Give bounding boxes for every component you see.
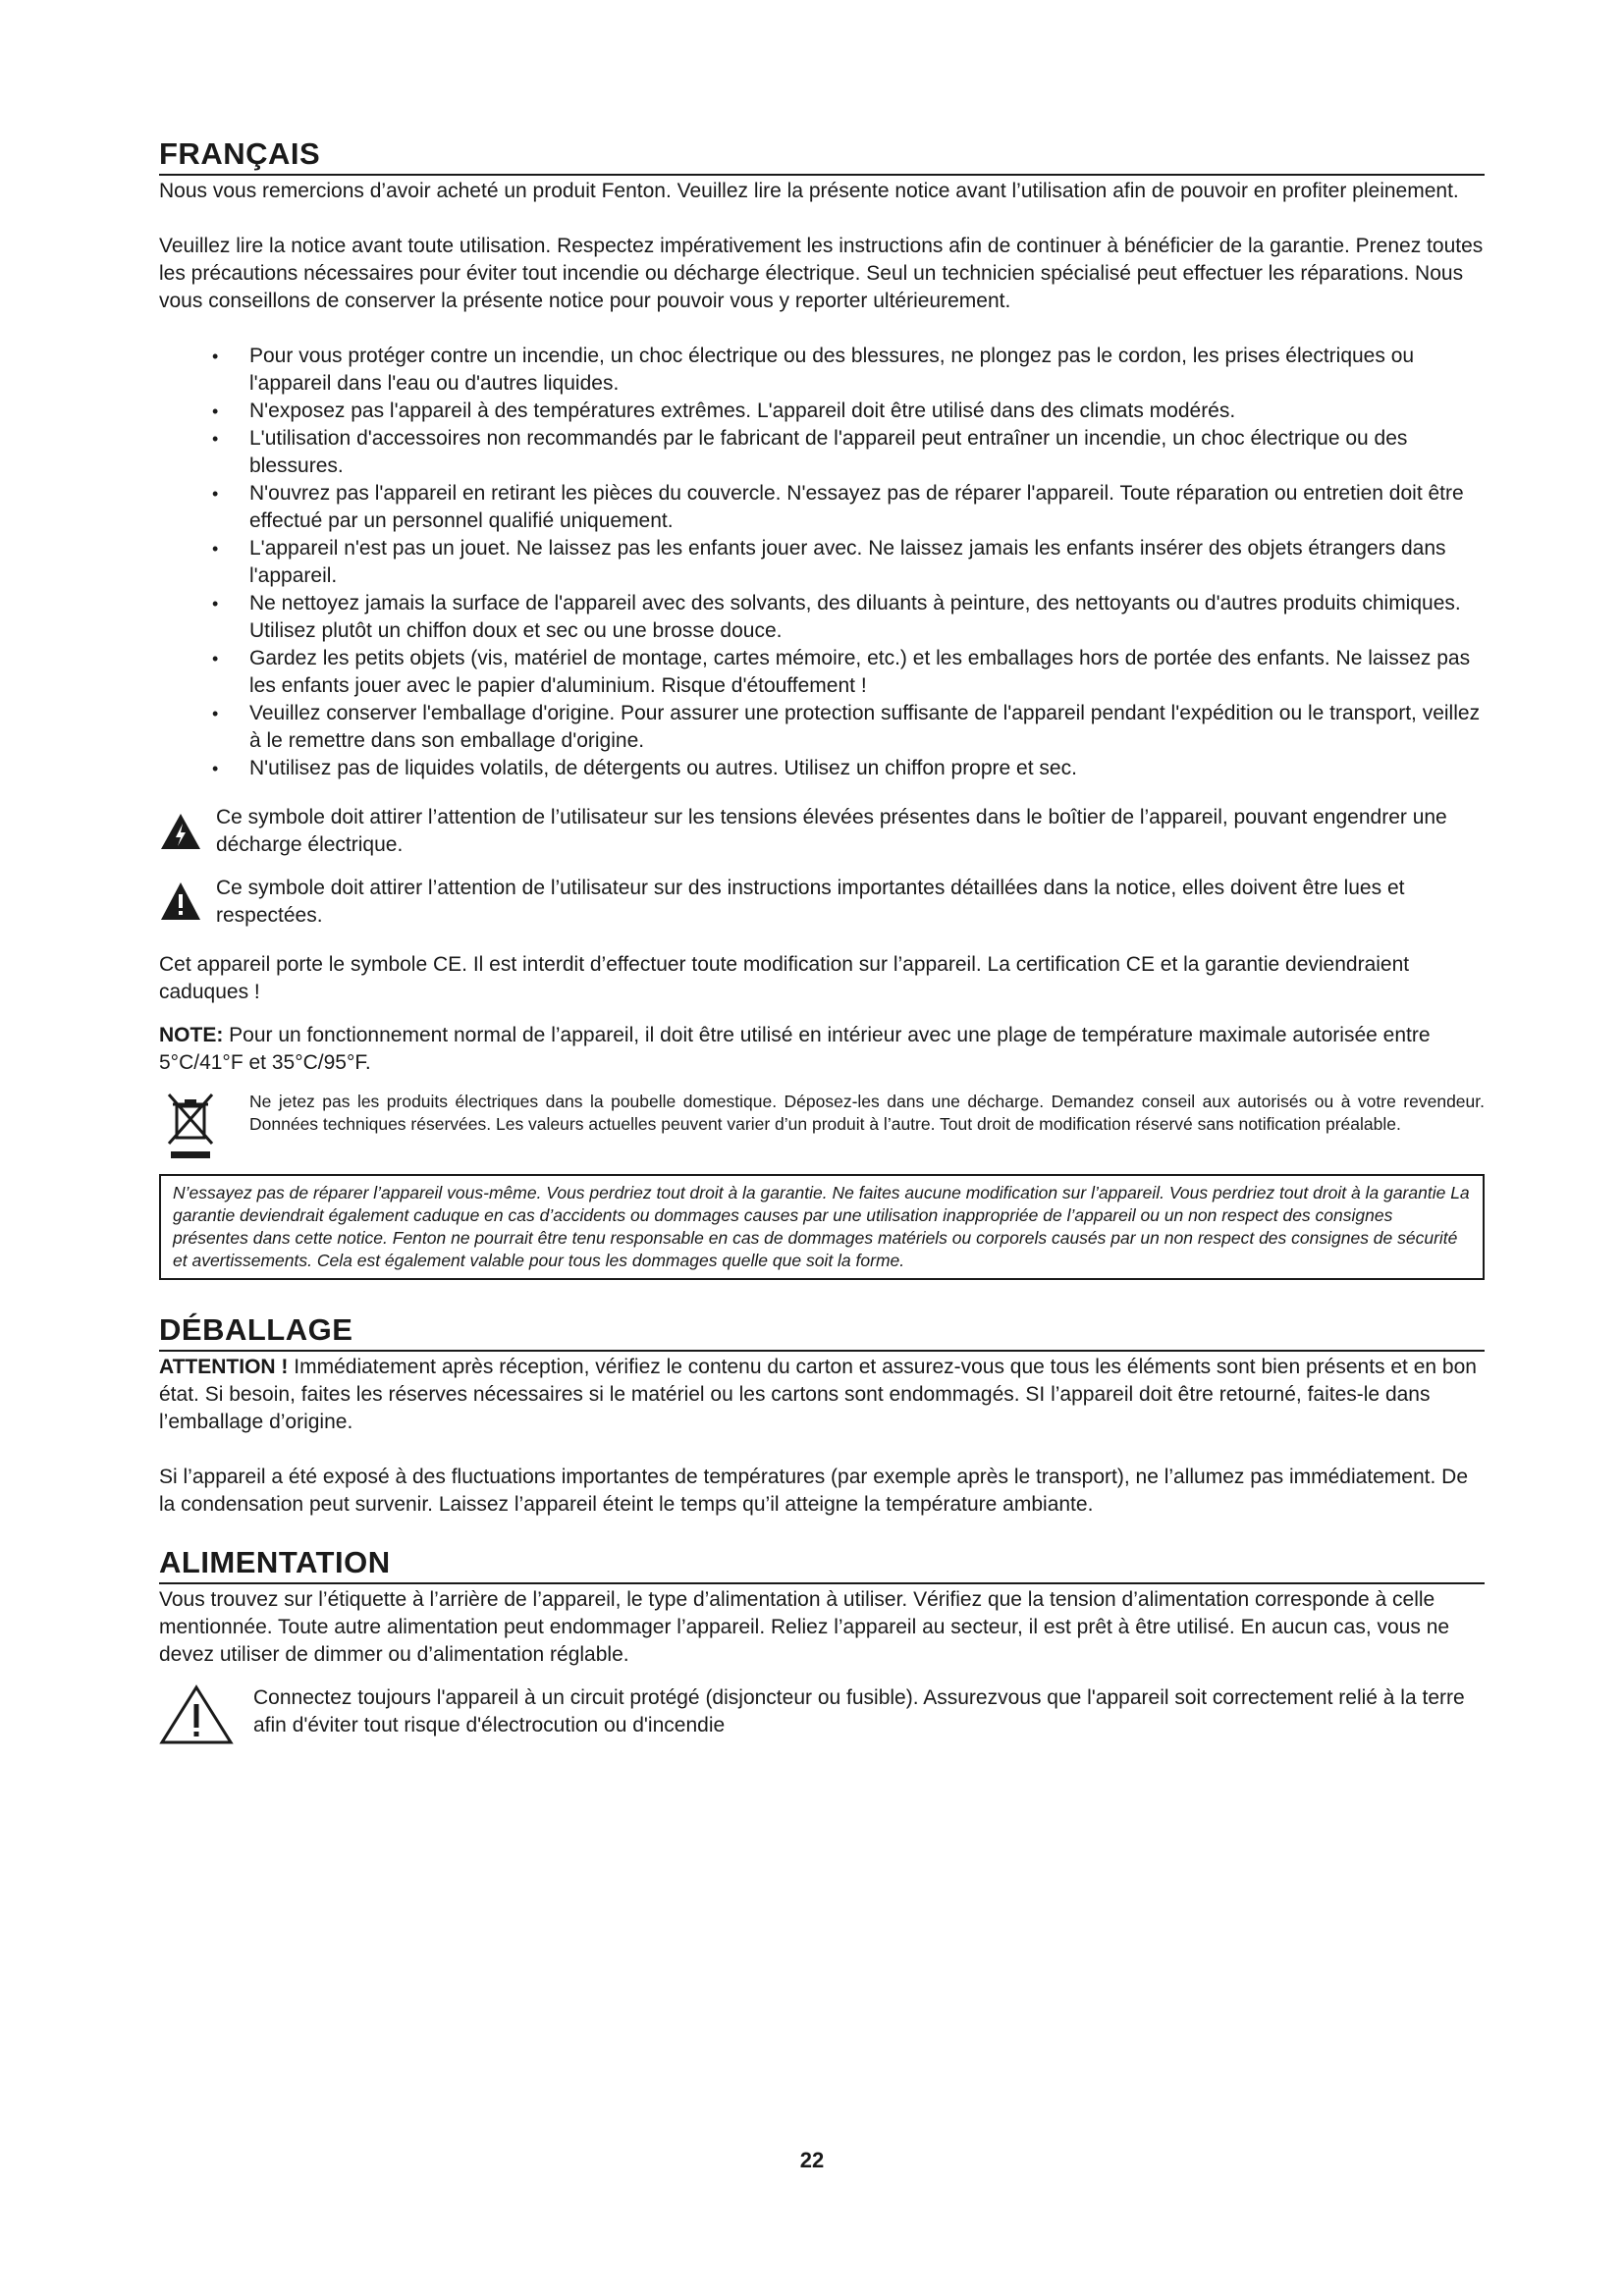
weee-bin-icon bbox=[159, 1091, 249, 1166]
power-paragraph: Vous trouvez sur l’étiquette à l’arrière de l’appareil, le type d’alimentation à utiliser. Vérifiez que la tension d’alimentation corresponde à celle mentionnée. Toute autre alimentation peut endommager l’appareil. Reliez l’appareil au secteur, il est prêt à être utilisé. En aucun cas, vous ne devez utiliser de dimmer ou d’alimentation réglable. bbox=[159, 1588, 1450, 1667]
section-deballage bbox=[159, 1313, 1485, 1519]
list-item: • Pour vous protéger contre un incendie, un choc électrique ou des blessures, ne plongez pas le cordon, les prises électriques ou l'appareil dans l'eau ou d'autres liquides. bbox=[212, 345, 1415, 396]
note-paragraph: NOTE: Pour un fonctionnement normal de l’appareil, il doit être utilisé en intérieur avec une plage de température maximale autorisée entre 5°C/41°F et 35°C/95°F. bbox=[159, 1024, 1431, 1075]
list-item: • L'appareil n'est pas un jouet. Ne laissez pas les enfants jouer avec. Ne laissez jamais les enfants insérer des objets étrangers dans l'appareil. bbox=[212, 537, 1446, 588]
ce-paragraph: Cet appareil porte le symbole CE. Il est interdit d’effectuer toute modification sur l’appareil. La certification CE et la garantie deviendraient caduques ! bbox=[159, 953, 1410, 1004]
condensation-paragraph: Si l’appareil a été exposé à des fluctuations importantes de températures (par exemple après le transport), ne l’allumez pas immédiatement. De la condensation peut survenir. Laissez l’appareil éteint le temps qu’il atteigne la température ambiante. bbox=[159, 1466, 1469, 1517]
divider bbox=[159, 174, 1485, 176]
instructions-warning: Ce symbole doit attirer l’attention de l’utilisateur sur des instructions importantes détaillées dans la notice, elles doivent être lues et respectées. bbox=[159, 875, 1485, 930]
disclaimer-box: N’essayez pas de réparer l’appareil vous-même. Vous perdriez tout droit à la garantie. Ne faites aucune modification sur l’appareil. Vous perdriez tout droit à la garantie La garantie deviendrait également caduque en cas d’accidents ou dommages causes par une utilisation inappropriée de l’appareil ou un non respect des consignes présentes dans cette notice. Fenton ne pourrait être tenu responsable en cas de dommages matériels ou corporels causés par un non respect des consignes de sécurité et avertissements. Cela est également valable pour tous les dommages quelle que soit la forme. bbox=[159, 1174, 1485, 1280]
list-item: • N'exposez pas l'appareil à des températures extrêmes. L'appareil doit être utilisé dans des climats modérés. bbox=[212, 400, 1236, 423]
exclamation-icon bbox=[159, 875, 216, 927]
intro-paragraph: Nous vous remercions d’avoir acheté un produit Fenton. Veuillez lire la présente notice avant l’utilisation afin de pouvoir en profiter pleinement. bbox=[159, 180, 1459, 203]
list-item: • Ne nettoyez jamais la surface de l'appareil avec des solvants, des diluants à peinture, des nettoyants ou d'autres produits chimiques. Utilisez plutôt un chiffon doux et sec ou une brosse douce. bbox=[212, 592, 1461, 643]
section-title-deballage: DÉBALLAGE bbox=[159, 1312, 353, 1348]
section-alimentation bbox=[159, 1546, 1485, 1750]
attention-paragraph: ATTENTION ! Immédiatement après réception, vérifiez le contenu du carton et assurez-vous que tous les éléments sont bien présents et en bon état. Si besoin, faites les réserves nécessaires si le matériel ou les cartons sont endommagés. SI l’appareil doit être retourné, faites-le dans l’emballage d’origine. bbox=[159, 1356, 1477, 1434]
list-item: • Gardez les petits objets (vis, matériel de montage, cartes mémoire, etc.) et les emballages hors de portée des enfants. Ne laissez pas les enfants jouer avec le papier d'aluminium. Risque d'étouffement ! bbox=[212, 647, 1471, 698]
divider bbox=[159, 1582, 1485, 1584]
instructions-paragraph: Veuillez lire la notice avant toute utilisation. Respectez impérativement les instructions afin de continuer à bénéficier de la garantie. Prenez toutes les précautions nécessaires pour éviter tout incendie ou décharge électrique. Seul un technicien spécialisé peut effectuer les réparations. Nous vous conseillons de conserver la présente notice pour pouvoir vous y reporter ultérieurement. bbox=[159, 235, 1484, 313]
page-content bbox=[159, 137, 1485, 1750]
caution-icon bbox=[159, 1684, 253, 1750]
section-title-alimentation: ALIMENTATION bbox=[159, 1545, 391, 1580]
list-item: • N'utilisez pas de liquides volatils, de détergents ou autres. Utilisez un chiffon propre et sec. bbox=[212, 757, 1077, 780]
voltage-warning: Ce symbole doit attirer l’attention de l’utilisateur sur les tensions élevées présentes dans le boîtier de l’appareil, pouvant engendrer une décharge électrique. bbox=[159, 804, 1485, 859]
page-number: 22 bbox=[799, 2148, 825, 2172]
high-voltage-icon bbox=[159, 804, 216, 856]
weee-notice: Ne jetez pas les produits électriques dans la poubelle domestique. Déposez-les dans une décharge. Demandez conseil aux autorisés ou à votre revendeur. Données techniques réservées. Les valeurs actuelles peuvent varier d’un produit à l’autre. Tout droit de modification réservé sans notification préalable. bbox=[159, 1091, 1485, 1166]
section-title-francais: FRANÇAIS bbox=[159, 136, 321, 171]
divider bbox=[159, 1350, 1485, 1352]
power-warning: Connectez toujours l'appareil à un circuit protégé (disjoncteur ou fusible). Assurezvous que l'appareil soit correctement relié à la terre afin d'éviter tout risque d'électrocution ou d'incendie bbox=[159, 1684, 1485, 1750]
list-item: • N'ouvrez pas l'appareil en retirant les pièces du couvercle. N'essayez pas de réparer l'appareil. Toute réparation ou entretien doit être effectué par un personnel qualifié uniquement. bbox=[212, 482, 1464, 533]
list-item: • Veuillez conserver l'emballage d'origine. Pour assurer une protection suffisante de l'appareil pendant l'expédition ou le transport, veillez à le remettre dans son emballage d'origine. bbox=[212, 702, 1481, 753]
safety-list bbox=[159, 343, 1485, 782]
list-item: • L'utilisation d'accessoires non recommandés par le fabricant de l'appareil peut entraîner un incendie, un choc électrique ou des blessures. bbox=[212, 427, 1408, 478]
